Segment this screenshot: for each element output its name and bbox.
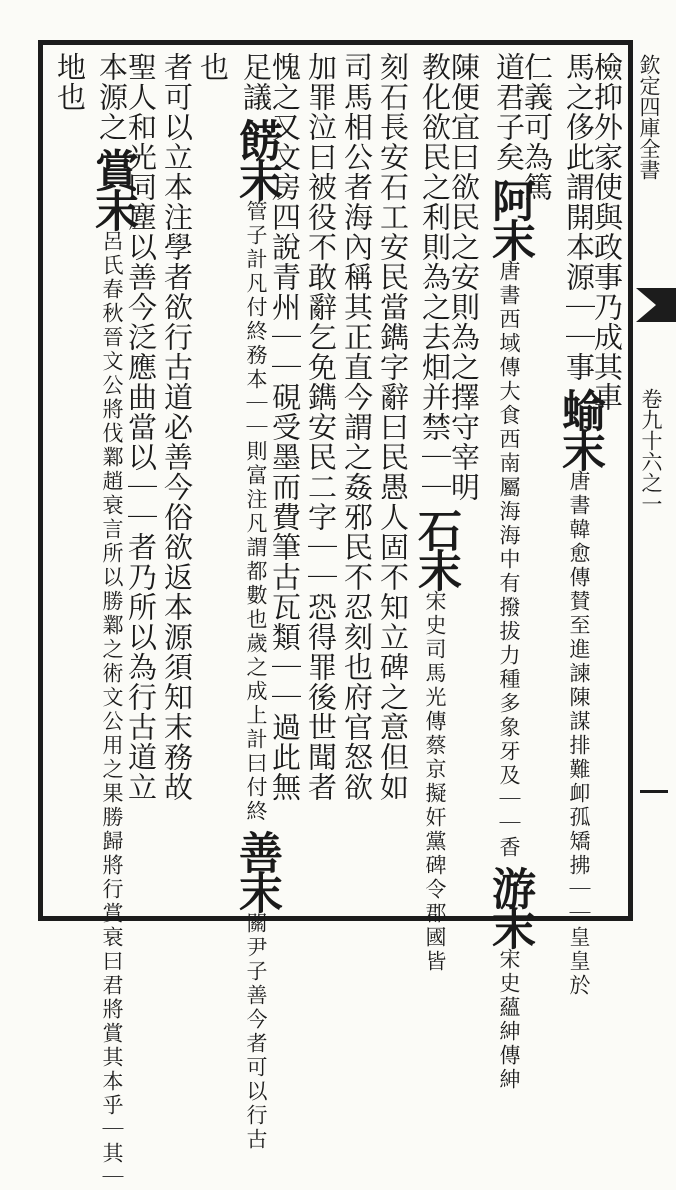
main-text: 足議: [239, 52, 273, 112]
main-text: 仁義可為篤: [520, 52, 554, 202]
annotation-note: 管子計凡付終務本｜｜則富注凡謂都數也歲之成上計曰付終: [244, 200, 268, 824]
annotation-note: 呂氏春秋晉文公將伐鄴趙衰言所以勝鄴之術文公用之果勝歸將行賞衰曰君將賞其本乎｜其｜: [100, 230, 124, 1190]
margin-volume-number: 卷九十六之一: [639, 388, 663, 514]
text-column: [161, 52, 193, 802]
entry-heading: 游末: [484, 866, 535, 946]
text-column: [54, 52, 86, 112]
main-text: 陳便宜曰欲民之安則為之擇守宰明: [447, 52, 481, 502]
entry-heading: 賞末: [87, 148, 138, 228]
main-text: 地也: [53, 52, 87, 112]
annotation-note: 唐書西域傳大食西南屬海海中有撥拔力種多象牙及｜｜香: [497, 260, 521, 860]
entry-heading: 餝末: [231, 118, 282, 198]
text-column: [484, 52, 535, 1092]
text-column: [305, 52, 337, 802]
text-column: [231, 52, 282, 1152]
main-text: 司馬相公者海內稱其正直今謂之姦邪民不忍刻也府官怒欲: [340, 52, 374, 802]
frame-top-border: [38, 40, 633, 45]
main-text: 本源之: [95, 52, 129, 142]
main-text: 加罪泣曰被役不敢辭乞免鐫安民二字｜｜恐得罪後世聞者: [304, 52, 338, 802]
text-column: [410, 52, 461, 974]
main-text: 馬之侈此謂開本源｜｜事: [562, 52, 596, 382]
main-text: 聖人和光同塵以善今泛應曲當以｜｜者乃所以為行古道立: [124, 52, 158, 802]
text-column: [341, 52, 373, 802]
annotation-note: 關尹子善今者可以行古: [244, 912, 268, 1152]
entry-heading: 善末: [231, 830, 282, 910]
frame-right-border: [628, 40, 633, 921]
entry-heading: 石末: [410, 508, 461, 588]
main-text: 檢抑外家使與政事乃成其車: [590, 52, 624, 412]
text-column: [377, 52, 409, 802]
main-text: 教化欲民之利則為之去𤇆并禁｜｜: [418, 52, 452, 502]
annotation-note: 唐書韓愈傳賛至進諫陳謀排難卹孤矯拂｜｜皇皇於: [567, 470, 591, 998]
margin-book-title: 欽定四庫全書: [637, 54, 661, 180]
main-text: 愧之又文房四說青州｜｜硯受墨而費筆古瓦類｜｜過此無: [268, 52, 302, 802]
fish-tail-mark: [636, 288, 676, 322]
main-text: 也: [196, 52, 230, 82]
text-column: [554, 52, 605, 998]
entry-heading: 蝓末: [554, 388, 605, 468]
frame-left-border: [38, 40, 43, 921]
text-column: [87, 52, 138, 1190]
main-text: 者可以立本注學者欲行古道必善今俗欲返本源須知末務故: [160, 52, 194, 802]
main-text: 道君子矣: [492, 52, 526, 172]
annotation-note: 宋史司馬光傳蔡京擬奸黨碑令郡國皆: [423, 590, 447, 974]
margin-tick: [640, 790, 668, 793]
entry-heading: 阿末: [484, 178, 535, 258]
main-text: 刻石長安石工安民當鐫字辭曰民愚人固不知立碑之意但如: [376, 52, 410, 802]
text-column: [197, 52, 229, 82]
annotation-note: 宋史蘊紳傳紳: [497, 948, 521, 1092]
